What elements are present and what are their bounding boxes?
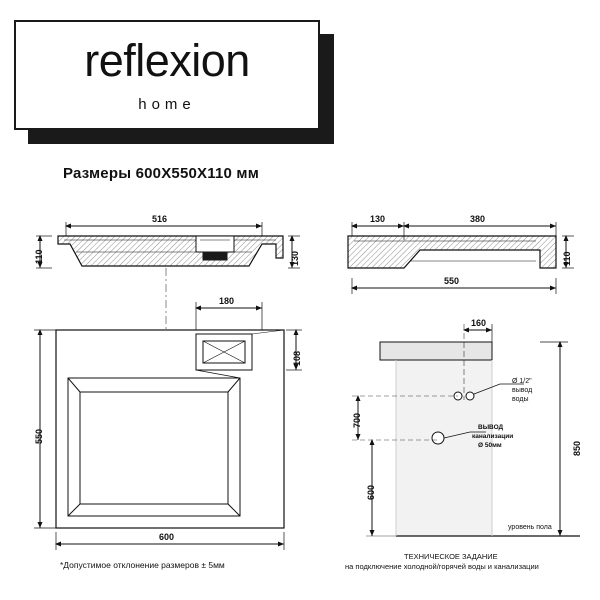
label-drain-line2: канализации — [472, 433, 514, 440]
tz-title: ТЕХНИЧЕСКОЕ ЗАДАНИЕ — [404, 552, 498, 561]
dim-front-width: 516 — [152, 214, 168, 224]
dim-plan-left: 550 — [34, 428, 44, 444]
dim-install-700: 700 — [352, 412, 362, 428]
dim-side-bottom: 550 — [444, 276, 460, 286]
dim-plan-bottom: 600 — [159, 532, 175, 542]
label-water-line1: Ø 1/2" — [512, 378, 532, 385]
label-drain-line3: Ø 50мм — [478, 442, 502, 449]
dim-install-160: 160 — [471, 318, 487, 328]
dim-side-top-left: 130 — [370, 214, 386, 224]
label-water-line3: воды — [512, 396, 529, 403]
dim-front-right-height: 130 — [290, 250, 300, 266]
dim-side-right-height: 110 — [562, 251, 572, 266]
page-title: Размеры 600X550X110 мм — [63, 165, 260, 182]
dim-front-left-height: 110 — [34, 249, 44, 264]
dim-plan-right: 108 — [292, 350, 302, 366]
label-floor-level: уровень пола — [508, 524, 552, 531]
dim-plan-tap: 180 — [219, 296, 235, 306]
tolerance-note: *Допустимое отклонение размеров ± 5мм — [60, 560, 225, 570]
dim-install-850: 850 — [572, 440, 582, 456]
label-drain-line1: ВЫВОД — [478, 424, 504, 431]
tz-subtitle: на подключение холодной/горячей воды и канализации — [345, 562, 539, 571]
dim-install-600: 600 — [366, 484, 376, 500]
label-water-line2: вывод — [512, 387, 533, 394]
dim-side-top-right: 380 — [470, 214, 486, 224]
brand-subtitle: home — [138, 96, 196, 113]
brand-name: reflexion — [84, 35, 250, 86]
